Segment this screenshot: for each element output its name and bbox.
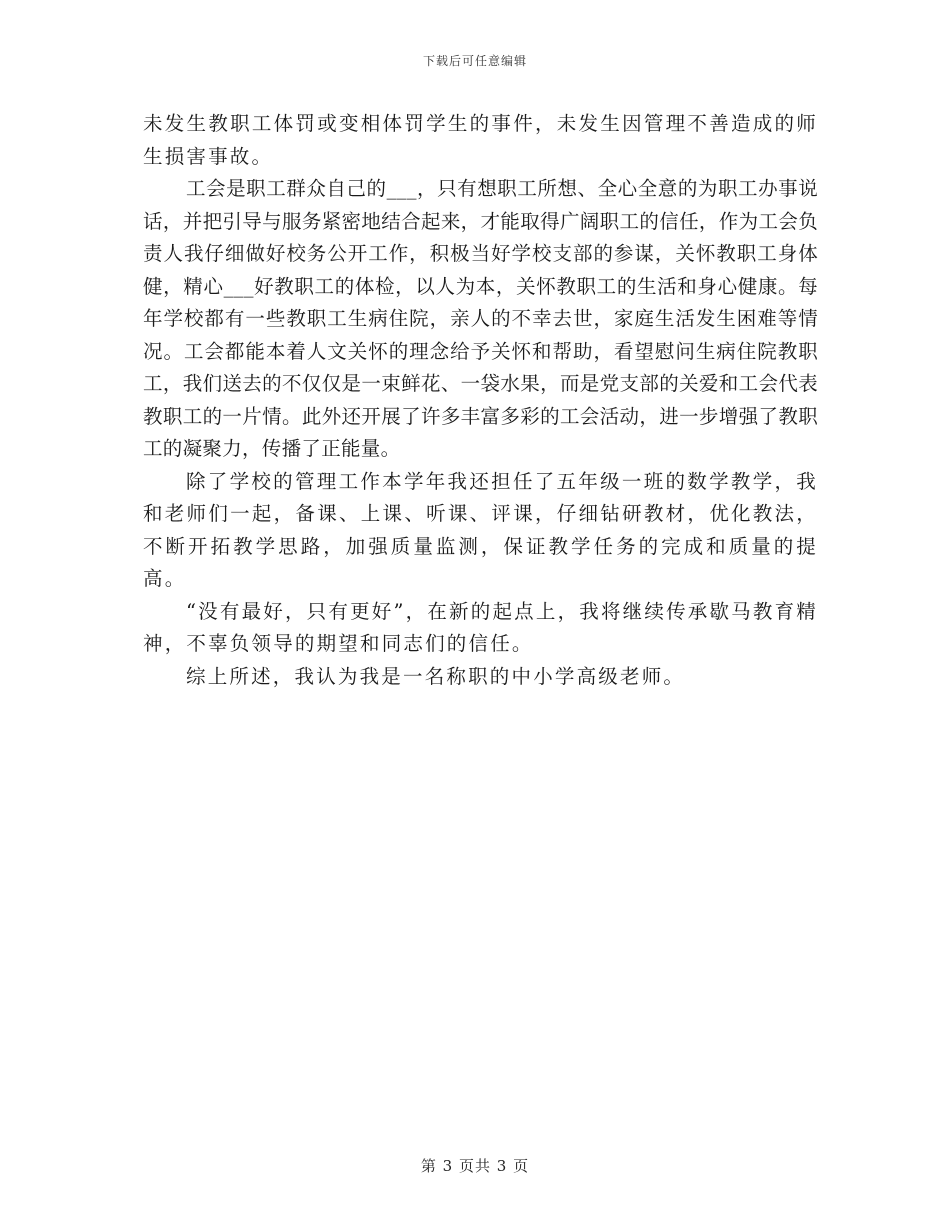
paragraph-outlook: “没有最好，只有更好”，在新的起点上，我将继续传承歇马教育精神，不辜负领导的期望和同志们的信任。 xyxy=(143,599,818,655)
document-body xyxy=(143,108,818,693)
paragraph-conclusion: 综上所述，我认为我是一名称职的中小学高级老师。 xyxy=(186,664,686,688)
page-header: 下载后可任意编辑 xyxy=(422,54,527,68)
page-number: 第 3 页共 3 页 xyxy=(420,1157,530,1175)
paragraph-continuation: 未发生教职工体罚或变相体罚学生的事件，未发生因管理不善造成的师生损害事故。 xyxy=(143,112,818,168)
paragraph-union-work: 工会是职工群众自己的___，只有想职工所想、全心全意的为职工办事说话，并把引导与服务紧密地结合起来，才能取得广阔职工的信任，作为工会负责人我仔细做好校务公开工作，积极当好学校支部的参谋，关怀教职工身体健，精心___好教职工的体检，以人为本，关怀教职工的生活和身心健康。每年学校都有一些教职工生病住院，亲人的不幸去世，家庭生活发生困难等情况。工会都能本着人文关怀的理念给予关怀和帮助，看望慰问生病住院教职工，我们送去的不仅仅是一束鲜花、一袋水果，而是党支部的关爱和工会代表教职工的一片情。此外还开展了许多丰富多彩的工会活动，进一步增强了教职工的凝聚力，传播了正能量。 xyxy=(143,177,818,460)
paragraph-teaching: 除了学校的管理工作本学年我还担任了五年级一班的数学教学，我和老师们一起，备课、上课、听课、评课，仔细钻研教材，优化教法，不断开拓教学思路，加强质量监测，保证教学任务的完成和质量的提高。 xyxy=(143,469,818,590)
